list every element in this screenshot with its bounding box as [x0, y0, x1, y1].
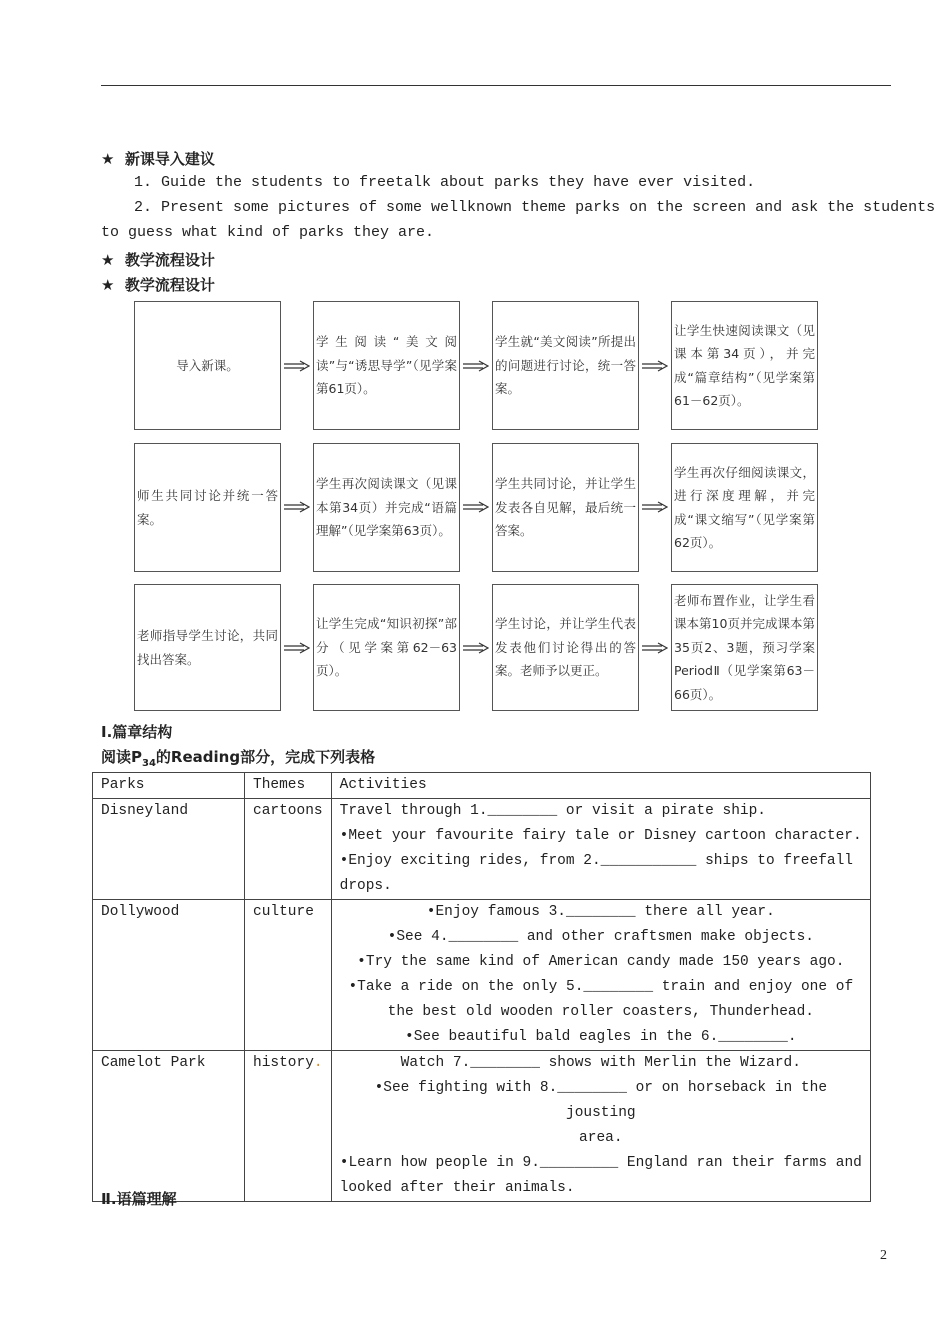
double-arrow-icon	[284, 642, 310, 654]
flow-box-r3-c2: 让学生完成“知识初探”部分（见学案第62－63页）。	[313, 584, 460, 711]
flow-box-r1-c2: 学生阅读“美文阅读”与“诱思导学”（见学案第61页）。	[313, 301, 460, 430]
flow-box-r2-c1: 师生共同讨论并统一答案。	[134, 443, 281, 572]
activities-cell: Travel through 1.________ or visit a pirate ship. •Meet your favourite fairy tale or Disney cartoon character. •Enjoy exciting rides, from 2.___________ ships to freefall drops.	[331, 799, 870, 900]
intro-item-2-cont: to guess what kind of parks they are.	[101, 224, 435, 241]
double-arrow-icon	[642, 642, 668, 654]
theme-cell: culture	[245, 900, 332, 1051]
double-arrow-icon	[642, 501, 668, 513]
double-arrow-icon	[284, 360, 310, 372]
comprehension-title: Ⅱ.语篇理解	[101, 1190, 177, 1208]
structure-title: Ⅰ.篇章结构	[101, 723, 173, 741]
activities-cell: •Enjoy famous 3.________ there all year. •See 4.________ and other craftsmen make objects. •Try the same kind of American candy made 150 years ago. •Take a ride on the only 5.________ train and enjoy one of the best old wooden roller coasters, Thunderhead. •See beautiful bald eagles in the 6.________.	[331, 900, 870, 1051]
flow-heading-2	[101, 274, 215, 295]
park-cell: Disneyland	[93, 799, 245, 900]
flow-box-r3-c3: 学生讨论，并让学生代表发表他们讨论得出的答案。老师予以更正。	[492, 584, 639, 711]
double-arrow-icon	[284, 501, 310, 513]
flow-box-r1-c3: 学生就“美文阅读”所提出的问题进行讨论，统一答案。	[492, 301, 639, 430]
header-parks: Parks	[93, 773, 245, 799]
parks-table	[92, 772, 871, 1202]
flow-box-r1-c4: 让学生快速阅读课文（见课本第34页），并完成“篇章结构”（见学案第61－62页）。	[671, 301, 818, 430]
flow-box-r3-c4: 老师布置作业，让学生看课本第10页并完成课本第35页2、3题，预习学案PeriodⅡ（见学案第63－66页）。	[671, 584, 818, 711]
theme-cell: cartoons	[245, 799, 332, 900]
flow-title-1: 教学流程设计	[124, 251, 215, 269]
header-rule	[101, 85, 891, 86]
star-icon: ★	[101, 150, 115, 168]
double-arrow-icon	[463, 642, 489, 654]
double-arrow-icon	[642, 360, 668, 372]
flow-box-r3-c1: 老师指导学生讨论，共同找出答案。	[134, 584, 281, 711]
flow-box-r2-c2: 学生再次阅读课文（见课本第34页）并完成“语篇理解”（见学案第63页）。	[313, 443, 460, 572]
star-icon: ★	[101, 276, 115, 294]
double-arrow-icon	[463, 360, 489, 372]
table-row	[93, 900, 871, 1051]
structure-instruction: 阅读$P_{34}$的Reading部分，完成下列表格	[101, 748, 376, 769]
table-header-row	[93, 773, 871, 799]
park-cell: Dollywood	[93, 900, 245, 1051]
flow-box-r1-c1: 导入新课。	[134, 301, 281, 430]
flow-title-2: 教学流程设计	[124, 276, 215, 294]
double-arrow-icon	[463, 501, 489, 513]
intro-heading	[101, 148, 215, 169]
flow-box-r2-c4: 学生再次仔细阅读课文，进行深度理解，并完成“课文缩写”（见学案第62页）。	[671, 443, 818, 572]
star-icon: ★	[101, 251, 115, 269]
flow-box-r2-c3: 学生共同讨论，并让学生发表各自见解，最后统一答案。	[492, 443, 639, 572]
activities-cell: Watch 7.________ shows with Merlin the Wizard. •See fighting with 8.________ or on horseback in the jousting area. •Learn how people in 9._________ England ran their farms and looked after their animals.	[331, 1051, 870, 1202]
flow-heading-1	[101, 249, 215, 270]
table-row	[93, 799, 871, 900]
page-number: 2	[880, 1248, 887, 1263]
table-row	[93, 1051, 871, 1202]
intro-item-1: 1. Guide the students to freetalk about parks they have ever visited.	[134, 174, 756, 191]
park-cell: Camelot Park	[93, 1051, 245, 1202]
intro-item-2: 2. Present some pictures of some wellknown theme parks on the screen and ask the students	[134, 199, 936, 216]
theme-cell: history.	[245, 1051, 332, 1202]
intro-title: 新课导入建议	[124, 150, 215, 168]
header-themes: Themes	[245, 773, 332, 799]
header-activities: Activities	[331, 773, 870, 799]
